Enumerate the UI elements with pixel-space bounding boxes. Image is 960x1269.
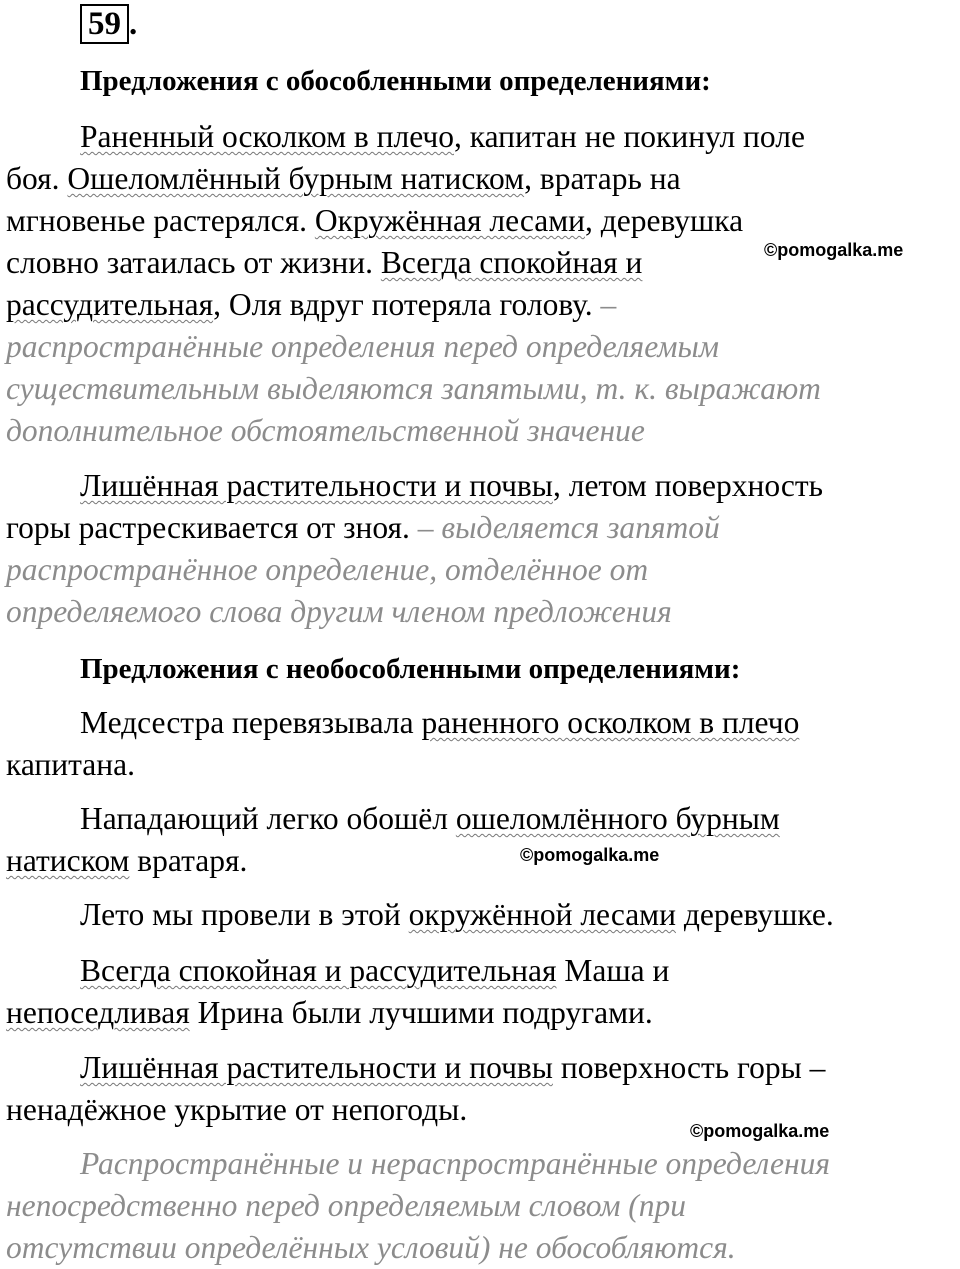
p6-line-1: [6, 950, 956, 992]
text-span: Нападающий легко обошёл: [80, 801, 456, 836]
p2-note-line-1: распространённое определение, отделённое от: [6, 552, 649, 587]
p7-line-2: ненадёжное укрытие от непогоды.: [6, 1092, 468, 1127]
p4-line-1: [6, 798, 956, 840]
underlined-phrase: натиском: [6, 843, 130, 878]
watermark-3: ©pomogalka.me: [690, 1121, 830, 1141]
p2-line-1: [6, 465, 956, 507]
text-span: поверхность горы –: [552, 1050, 826, 1085]
text-span: Ирина были лучшими подругами.: [189, 995, 653, 1030]
text-span: , капитан не покинул поле: [454, 119, 805, 154]
underlined-phrase: раненного осколком в плечо: [421, 705, 800, 740]
paragraph-3: [6, 702, 956, 786]
paragraph-5: [6, 894, 956, 936]
underlined-phrase: Всегда спокойная и: [380, 245, 643, 280]
paragraph-2: [6, 465, 956, 633]
p1-line-3: [6, 200, 956, 242]
underlined-phrase: Окружённая лесами: [314, 203, 586, 238]
p8-line-3: отсутствии определённых условий) не обособляются.: [6, 1230, 736, 1265]
note-text: – выделяется запятой: [417, 510, 720, 545]
p5-line-1: [6, 894, 956, 936]
text-span: Лето мы провели в этой: [80, 897, 409, 932]
text-span: словно затаилась от жизни.: [6, 245, 381, 280]
heading-isolated-text: Предложения с обособленными определениями:: [80, 65, 711, 97]
p8-line-1: Распространённые и нераспространённые определения: [80, 1146, 831, 1181]
text-span: , вратарь на: [524, 161, 681, 196]
exercise-number-period: .: [129, 6, 138, 42]
exercise-number-box: [80, 4, 129, 44]
heading-nonisolated: [80, 648, 960, 690]
heading-isolated: [80, 60, 960, 102]
underlined-phrase: Лишённая растительности и почвы: [80, 468, 553, 503]
exercise-number-text: 59: [88, 6, 121, 42]
p1-note-line-3: дополнительное обстоятельственной значение: [6, 413, 645, 448]
paragraph-1: [6, 116, 956, 452]
p1-note-line-1: распространённые определения перед определяемым: [6, 329, 719, 364]
paragraph-4: [6, 798, 956, 882]
p6-line-2: [6, 992, 956, 1034]
p1-line-1: [6, 116, 956, 158]
text-span: Маша и: [556, 953, 670, 988]
text-span: вратаря.: [129, 843, 248, 878]
underlined-phrase: Лишённая растительности и почвы: [80, 1050, 553, 1085]
text-span: деревушке.: [675, 897, 834, 932]
underlined-phrase: Раненный осколком в плечо: [80, 119, 455, 154]
exercise-number: [80, 4, 137, 44]
underlined-phrase: Ошеломлённый бурным натиском: [67, 161, 525, 196]
underlined-phrase: непоседливая: [6, 995, 190, 1030]
watermark-1: ©pomogalka.me: [764, 240, 904, 260]
text-span: Медсестра перевязывала: [80, 705, 422, 740]
paragraph-7: [6, 1047, 956, 1131]
text-span: мгновенье растерялся.: [6, 203, 315, 238]
text-span: , летом поверхность: [552, 468, 824, 503]
p2-note-line-2: определяемого слова другим членом предложения: [6, 594, 672, 629]
underlined-phrase: Всегда спокойная и рассудительная: [80, 953, 557, 988]
underlined-phrase: рассудительная: [6, 287, 214, 322]
p7-line-1: [6, 1047, 956, 1089]
p1-line-5: [6, 284, 956, 326]
p8-line-2: непосредственно перед определяемым словом (при: [6, 1188, 687, 1223]
paragraph-6: [6, 950, 956, 1034]
p4-line-2: [6, 840, 956, 882]
p1-line-2: [6, 158, 956, 200]
note-dash: –: [600, 287, 617, 322]
watermark-2: ©pomogalka.me: [520, 845, 660, 865]
text-span: , деревушка: [585, 203, 744, 238]
p2-line-2: [6, 507, 956, 549]
underlined-phrase: окружённой лесами: [408, 897, 676, 932]
paragraph-8-rule: [6, 1143, 956, 1269]
text-span: горы растрескивается от зноя.: [6, 510, 418, 545]
text-span: боя.: [6, 161, 68, 196]
p3-line-1: [6, 702, 956, 744]
text-span: , Оля вдруг потеряла голову.: [213, 287, 601, 322]
heading-nonisolated-text: Предложения с необособленными определениями:: [80, 653, 741, 685]
p3-line-2: капитана.: [6, 747, 135, 782]
underlined-phrase: ошеломлённого бурным: [455, 801, 780, 836]
p1-note-line-2: существительным выделяются запятыми, т. к. выражают: [6, 371, 821, 406]
